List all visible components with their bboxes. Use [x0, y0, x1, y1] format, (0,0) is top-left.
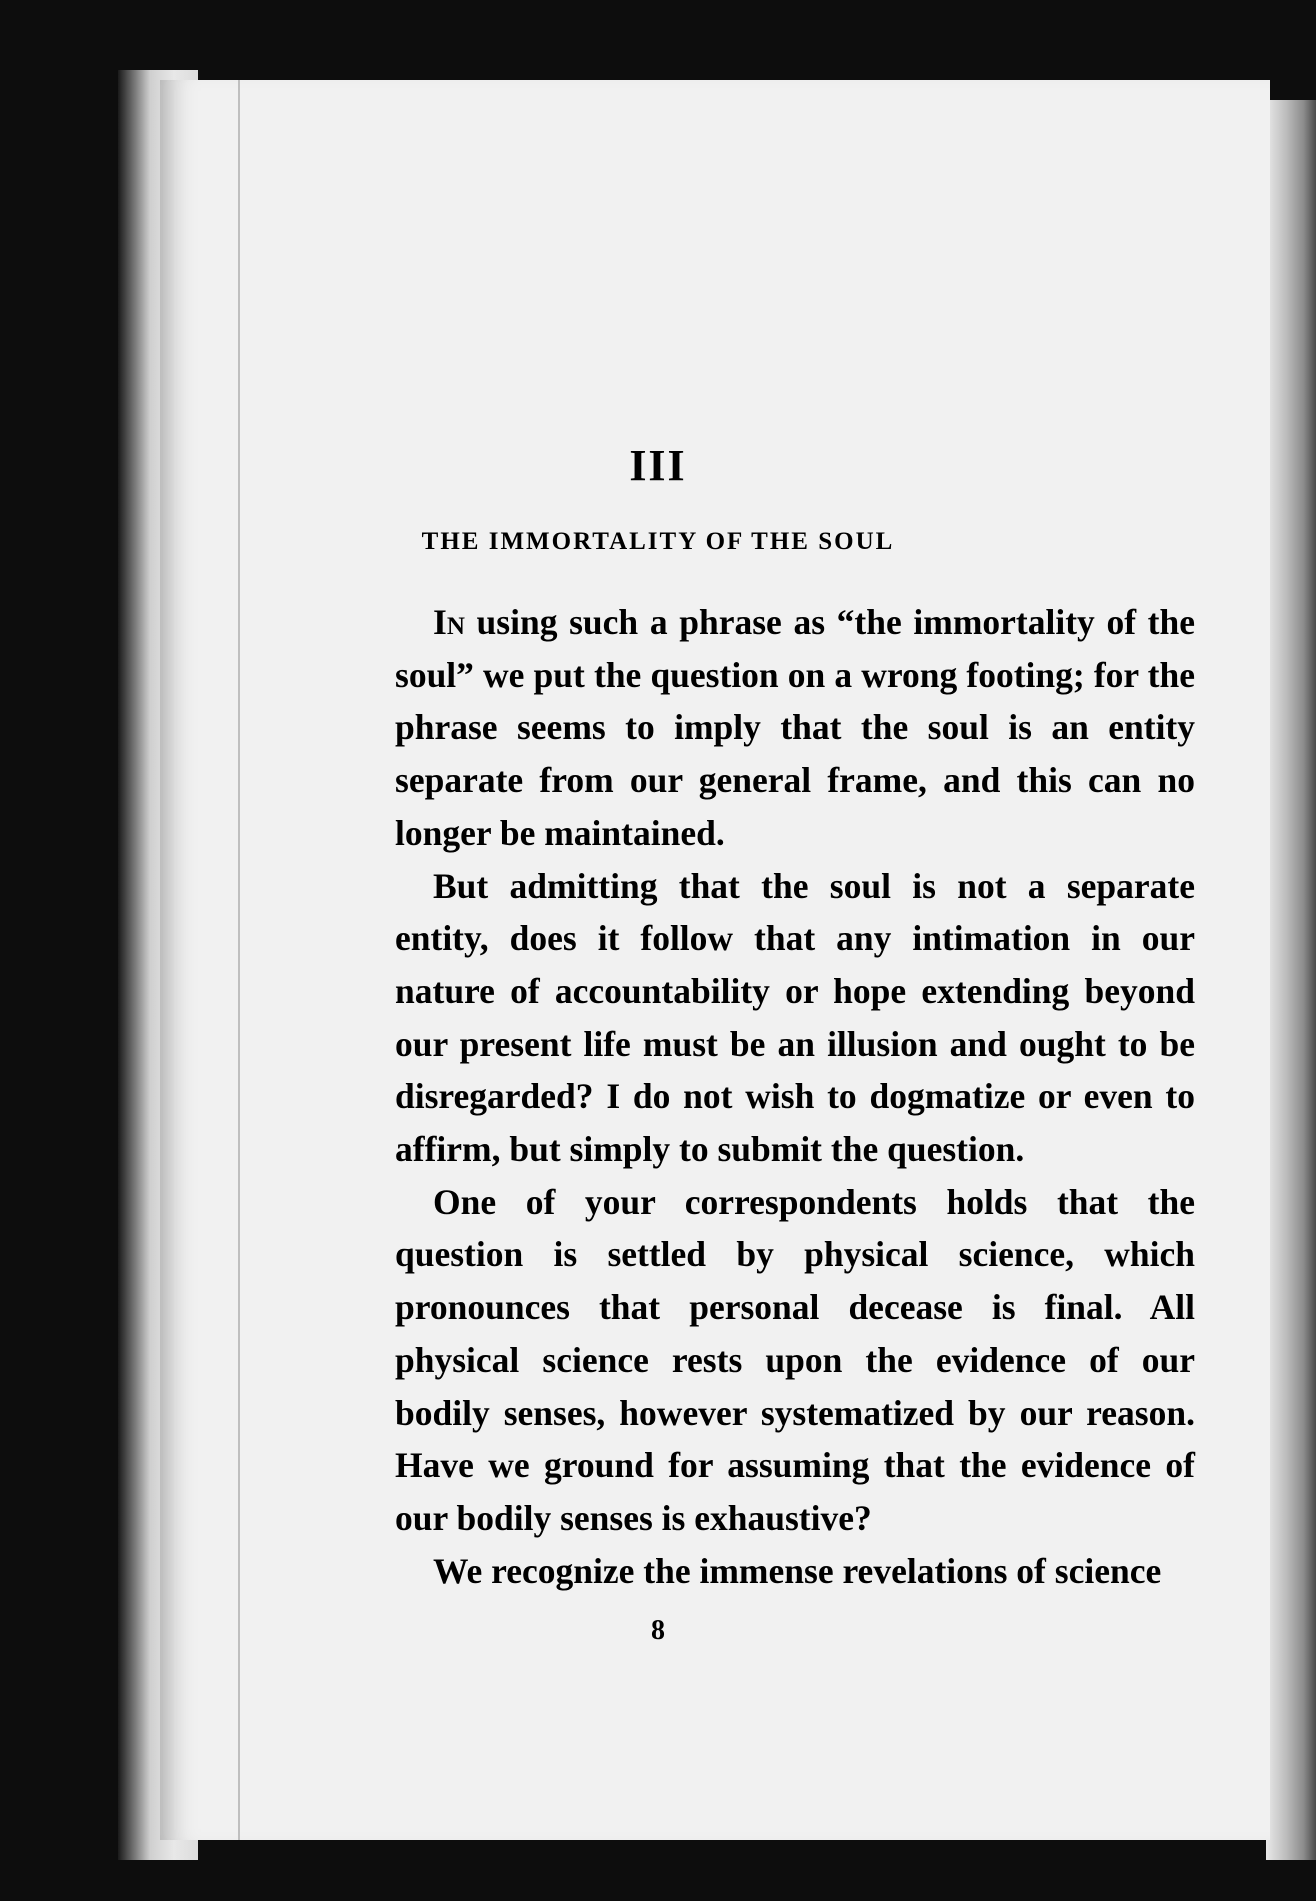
page-number: 8 [651, 1615, 665, 1646]
paragraph: But admitting that the soul is not a separate entity, does it follow that any intimation in our nature of accountability or hope extending beyond our present life must be an illusion and ought to be disregarded? I do not wish to dogmatize or even to affirm, but simply to submit the question. [395, 865, 1195, 1170]
paragraph-text: using such a phrase as “the immortality of the soul” we put the question on a wrong footing; for the phrase seems to imply that the soul is an entity separate from our general frame, and this can no longer be maintained. [395, 602, 1195, 853]
body-text [395, 596, 1195, 1597]
chapter-number: III [629, 441, 687, 490]
book-fore-edge [1266, 100, 1316, 1860]
paragraph [395, 596, 1195, 860]
paragraph: One of your correspondents holds that the question is settled by physical science, which pronounces that personal decease is final. All physical science rests upon the evidence of our bodily senses, however systematized by our reason. Have we ground for assuming that the evidence of our bodily senses is exhaustive? [395, 1181, 1195, 1538]
paragraph-lead: In [433, 602, 465, 642]
paragraph: We recognize the immense revelations of science [433, 1550, 1162, 1591]
chapter-title: THE IMMORTALITY OF THE SOUL [421, 528, 895, 555]
page-fold-line [238, 80, 240, 1840]
